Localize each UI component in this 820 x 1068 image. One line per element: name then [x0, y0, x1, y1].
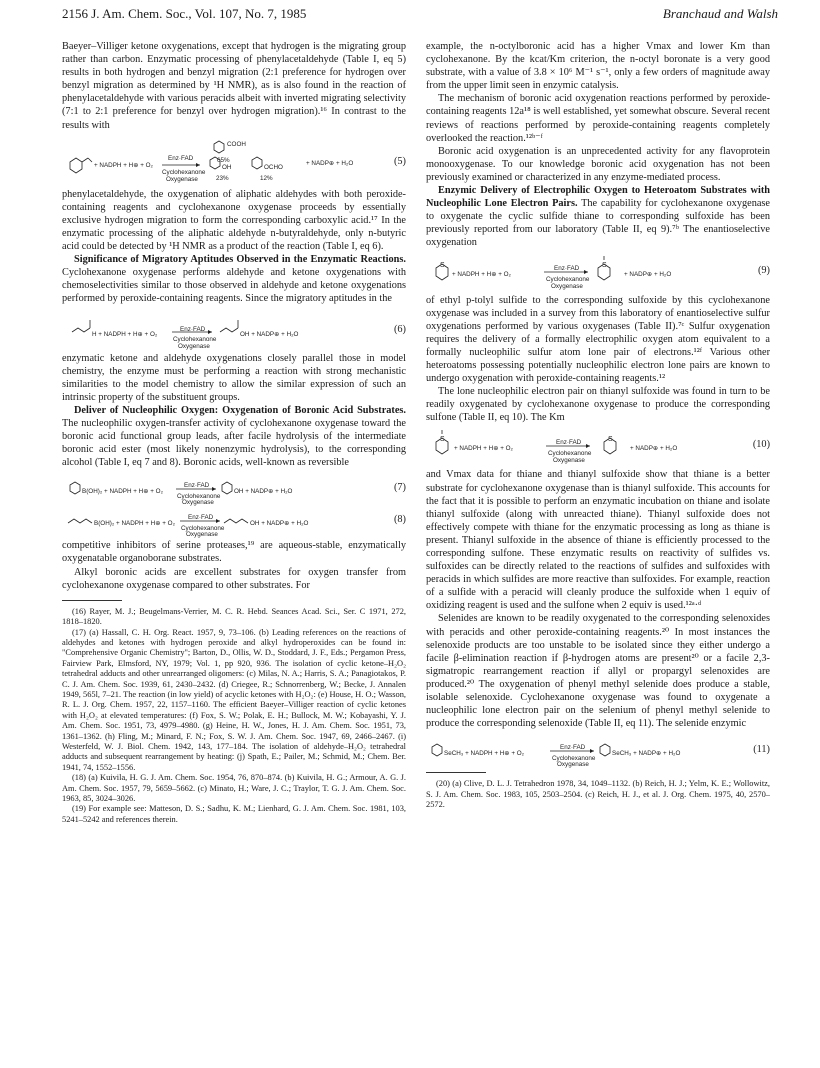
- equation-9: S S + NADPH + H⊕ + O₂ Enz·FAD Cyclohexanone Oxygenase + NADP⊕ + H₂O (9): [426, 256, 770, 288]
- svg-text:S: S: [440, 436, 445, 444]
- equation-6: H + NADPH + H⊕ + O₂ Enz·FAD Cyclohexanone Oxygenase OH + NADP⊕ + H₂O (6): [62, 312, 406, 346]
- equation-10: S S + NADPH + H⊕ + O₂ Enz·FAD Cyclohexanone Oxygenase + NADP⊕ + H₂O (10): [426, 430, 770, 462]
- footnote-rule: [426, 772, 486, 773]
- left-column: [62, 40, 406, 825]
- paragraph: Alkyl boronic acids are excellent substrates for oxygen transfer from cyclohexanone oxygenase compared to other substrates. For: [62, 566, 406, 591]
- equation-8: B(OH)₂ + NADPH + H⊕ + O₂ Enz·FAD Cyclohexanone Oxygenase OH + NADP⊕ + H₂O (8): [62, 507, 406, 533]
- paragraph: example, the n-octylboronic acid has a higher Vmax and lower Km than cyclohexanone. By the kcat/Km criterion, the n-octyl boronate is a very good substrate, with a value of 3.8 × 10⁶ M⁻¹ s⁻¹, only a few orders of magnitude away from the upper limit seen in enzymic catalysis.: [426, 41, 770, 92]
- equation-7: B(OH)₂ + NADPH + H⊕ + O₂ Enz·FAD Cyclohexanone Oxygenase OH + NADP⊕ + H₂O (7): [62, 475, 406, 501]
- svg-text:S: S: [602, 261, 607, 269]
- footnote: (18) (a) Kuivila, H. G. J. Am. Chem. Soc. 1954, 76, 870–874. (b) Kuivila, H. G.; Armour, A. G. J. Am. Chem. Soc. 1957, 79, 5659–5662. (c) Minato, H.; Ware, J. C.; Traylor, T. G. J. Am. Chem. Soc. 1963, 85, 3024–3026.: [62, 773, 406, 804]
- footnote-rule: [62, 600, 122, 601]
- paragraph: The lone nucleophilic electron pair on thianyl sulfoxide was found in turn to be readily oxygenated by cyclohexanone oxygenase to produce the corresponding sulfone (Table II, eq 10). The Km: [426, 386, 770, 424]
- paragraph: enzymatic ketone and aldehyde oxygenations closely parallel those in model chemistry, the enzyme must be performing a reaction with strong mechanistic similarities to the model chemistry to allow the similar expression of such an intrinsic property of the substituent groups.: [62, 352, 406, 403]
- svg-text:S: S: [608, 436, 613, 444]
- paragraph: Enzymic Delivery of Electrophilic Oxygen to Heteroatom Substrates with Nucleophilic Lone Electron Pairs. The capability for cyclohexanone oxygenase to oxygenate the cyclic sulfide thiane to corresponding sulfoxide has been previously reported from our laboratory (Table II, eq 9).⁷ᵇ The enantioselective oxygenation: [426, 185, 770, 249]
- section-heading: Enzymic Delivery of Electrophilic Oxygen to Heteroatom Substrates with Nucleophilic Lone Electron Pairs.: [426, 185, 770, 210]
- paragraph: Significance of Migratory Aptitudes Observed in the Enzymatic Reactions. Cyclohexanone oxygenase performs aldehyde and ketone oxygenations with chemoselectivities similar to those observed in aldehyde and ketone oxygenations performed by peroxide-containing reagents. Since the migratory aptitudes in the: [62, 254, 406, 305]
- footnote: (17) (a) Hassall, C. H. Org. React. 1957, 9, 73–106. (b) Leading references on the reactions of aldehydes and ketones with hydrogen peroxide and alkyl hydroperoxides can be found in: "Comprehensive Organic Chemistry"; Barton, D., Ollis, W. D., Stoddard, J. F., Eds.; Pergamon Press, Fairview Park, Elmsford, NY, 1979; Vol. 1, pp 920, 936. The isolation of cyclic ketone–H₂O₂ tetrahedral adducts and other unrearranged oligomers: (c) Milas, N. A.; Harris, S. A.; Panagiotakos, P. C. J. Am. Chem. Soc. 1939, 61, 2430–2432. (d) Criegee, R.; Schnorrenberg, W.; Becke, J. Annalen 1949, 565l, 7–21. The reaction (in low yield) of acyclic ketones with H₂O₂: (e) House, H. O.; Wasson, R. L. J. Org. Chem. 1957, 22, 1157–1160. The efficient Baeyer–Villiger reaction of cyclic ketones with H₂O₂ at elevated temperatures: (f) Fox, S. W.; Polak, E. H.; Bullock, M. W.; Kobayashi, Y. J. Am. Chem. Soc. 1951, 73, 4979–4980. (g) Heine, H. W., Jones, H. J. Am. Chem. Soc. 1951, 73, 1361–1362. (h) Fling, M.; Minard, F. N.; Fox, S. W. J. Am. Chem. Soc. 1947, 69, 2466–2467. (i) Westerfeld, W. J. Biol. Chem. 1942, 143, 177–184. The isolation of aldehyde–H₂O₂ tetrahedral adducts and subsequent rearrangement by heating: (j) Spath, E.; Pailer, M.; Schmid, M.; Chem. Ber. 1941, 74, 1552–1556.: [62, 627, 406, 772]
- page-header: [62, 6, 778, 26]
- footnote: (19) For example see: Matteson, D. S.; Sadhu, K. M.; Lienhard, G. J. Am. Chem. Soc. 1981, 103, 5241–5242 and references therein.: [62, 804, 406, 824]
- paragraph: Baeyer–Villiger ketone oxygenations, except that hydrogen is the migrating group rather than carbon. Enzymatic processing of phenylacetaldehyde (Table I, eq 5) results in both hydrogen and benzyl migration (2:1 preference for hydrogen over benzyl migration as determined by ¹H NMR), as is also found in the reaction of phenylacetaldehyde with various peracids albeit with inverted migrating selectivity (7:1 to 2:1 preference for benzyl over hydrogen migration).¹⁶ In contrast to the results with: [62, 41, 406, 131]
- footnotes: [62, 607, 406, 826]
- paragraph: and Vmax data for thiane and thianyl sulfoxide show that thiane is a better substrate for cyclohexanone oxygenase than is thianyl sulfoxide. This accounts for the fact that it is possible to perform an enzymatic incubation on thiane and isolate thianyl sulfoxide (along with unreacted thiane). Thianyl sulfoxide does not effectively compete with thiane for the enzymatic processing as long as thiane is present. Thianyl sulfoxide in the absence of thiane is efficiently processed to the corresponding sulfone. These enzymatic results on reactivity of sulfides vs. sulfoxides can be directly related to the reactions of sulfides and sulfoxides with peracids in which sulfides are more reactive than sulfoxides. For example, reaction of a sulfide with a peracid will cleanly produce the sulfoxide when 1 equiv of oxidizing reagent is used and the sulfone when 2 equiv is used.¹²ᵃ·ᵈ: [426, 469, 770, 612]
- paragraph: The mechanism of boronic acid oxygenation reactions performed by peroxide-containing reagents 12a¹⁸ is well established, yet somewhat obscure. Several recent reviews of reactions performed by peroxide-containing reagents completely overlooked the reaction.¹²ᵇ⁻ᶠ: [426, 93, 770, 144]
- footnotes: [426, 779, 770, 810]
- equation-5: + NADPH + H⊕ + O₂ Enz·FAD Cyclohexanone Oxygenase COOH 65% OH 23% OCHO 12% + NADP⊕ + H₂O (5): [62, 138, 406, 182]
- paragraph: Boronic acid oxygenation is an unprecedented activity for any flavoprotein monooxygenase. To our knowledge boronic acid oxygenation has not been previously examined or characterized in any enzyme-mediated process.: [426, 145, 770, 183]
- svg-text:S: S: [440, 261, 445, 269]
- footnote: (20) (a) Clive, D. L. J. Tetrahedron 1978, 34, 1049–1132. (b) Reich, H. J.; Yelm, K. E.; Wollowitz, S. J. Am. Chem. Soc. 1983, 105, 2503–2504. (c) Reich, H. J., et al. J. Org. Chem. 1975, 40, 2570–2572.: [426, 779, 770, 810]
- paragraph: Selenides are known to be readily oxygenated to the corresponding selenoxides with peracids and other peroxide-containing reagents.²⁰ In most instances the selenoxide products are too unstable to be isolated since they either undergo a facile β-elimination reaction if β-hydrogen atoms are present²⁰ or a facile 2,3-sigmatropic rearrangement reaction if allyl or propargyl selenoxides are produced.²⁰ The oxygenation of phenyl methyl selenide does produce a stable, isolable selenoxide. Cyclohexanone oxygenase was found to oxygenate a nucleophilic lone electron pair on the selenium of phenyl methyl selenide to produce the corresponding selenoxide (Table II, eq 11). The selenide enzymic: [426, 613, 770, 730]
- paragraph: Deliver of Nucleophilic Oxygen: Oxygenation of Boronic Acid Substrates. The nucleophilic oxygen-transfer activity of cyclohexanone oxygenase toward the boronic acid functional group leads, after facile hydrolysis of the intermediate boronic acid ester (most likely nonenzymic hydrolysis), to the corresponding alcohol (Table I, eq 7 and 8). Boronic acids, well-known as reversible: [62, 404, 406, 469]
- paragraph: phenylacetaldehyde, the oxygenation of aliphatic aldehydes with both peroxide-containing reagents and cyclohexanone oxygenase proceeds by essentially exclusive hydrogen migration to form the corresponding carboxylic acid.¹⁷ In the enzymatic processing of the aliphatic aldehyde n-butyraldehyde, only n-butyric acid could be detected by ¹H NMR as a product of the reaction (Table I, eq 6).: [62, 188, 406, 253]
- paragraph: competitive inhibitors of serine proteases,¹⁹ are aqueous-stable, enzymatically oxygenatable organoborane substrates.: [62, 540, 406, 565]
- running-authors: Branchaud and Walsh: [662, 6, 778, 21]
- paragraph: of ethyl p-tolyl sulfide to the corresponding sulfoxide by this cyclohexanone oxygenase was included in a survey from this laboratory of enantioselective sulfur oxygenations performed by various oxygenases (Table II).⁷ᶜ Sulfur oxygenation requires the delivery of a formally electrophilic oxygen atom equivalent to a formally nucleophilic sulfur atom lone pair of electrons.¹²ᶠ Various other heteroatoms possessing potentially nucleophilic electron lone pairs are known to undergo oxygenation with peroxide-containing reagents.¹²: [426, 294, 770, 385]
- journal-citation: 2156 J. Am. Chem. Soc., Vol. 107, No. 7, 1985: [62, 6, 307, 21]
- right-column: [426, 40, 770, 811]
- section-heading: Significance of Migratory Aptitudes Observed in the Enzymatic Reactions.: [74, 254, 406, 266]
- section-heading: Deliver of Nucleophilic Oxygen: Oxygenation of Boronic Acid Substrates.: [74, 404, 406, 416]
- footnote: (16) Rayer, M. J.; Beugelmans-Verrier, M. C. R. Hebd. Seances Acad. Sci., Ser. C 1971, 272, 1818–1820.: [62, 606, 406, 627]
- equation-11: SeCH₃ + NADPH + H⊕ + O₂ Enz·FAD Cyclohexanone Oxygenase SeCH₃ + NADP⊕ + H₂O (11): [426, 736, 770, 764]
